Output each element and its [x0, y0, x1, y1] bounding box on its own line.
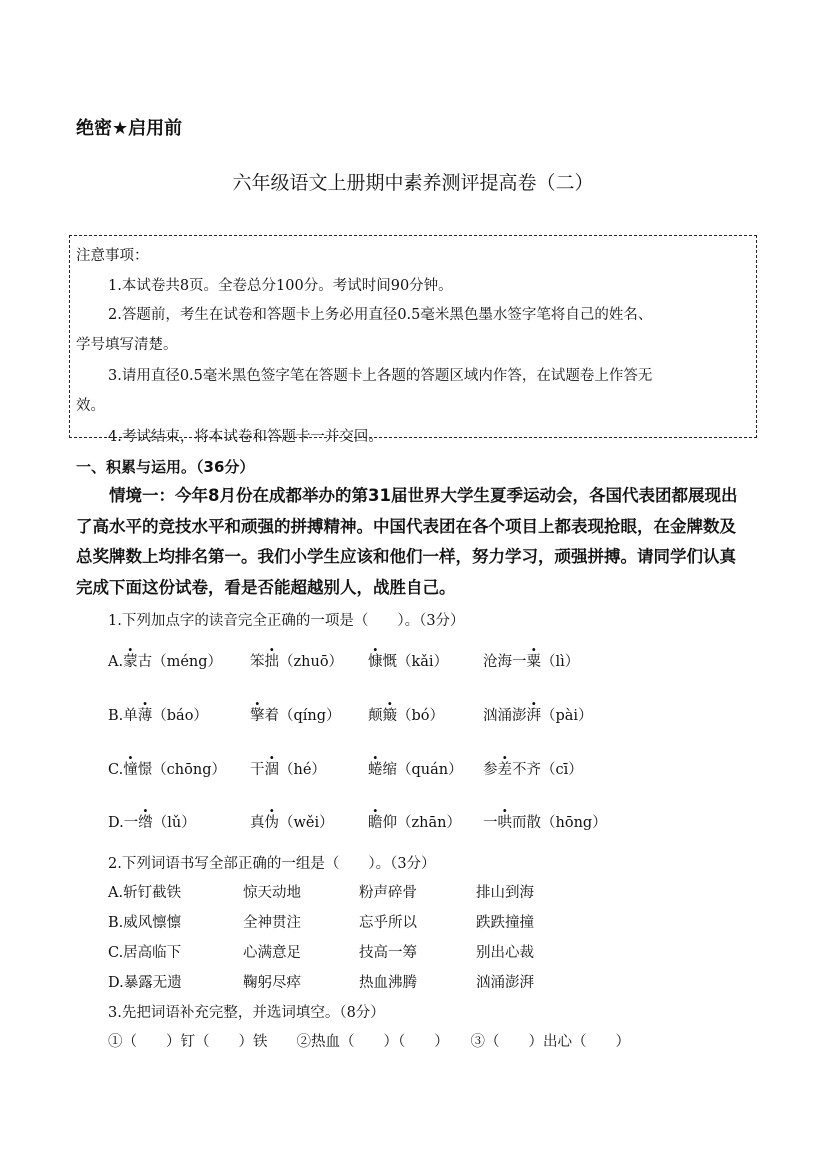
- word-suffix-pinyin: （lì）: [541, 654, 580, 670]
- word-prefix: 参: [483, 762, 498, 778]
- dotted-character: 薄: [137, 708, 153, 724]
- dotted-character: 慷: [368, 654, 383, 670]
- notice-item-4: 4.考试结束，将本试卷和答题卡一并交回。: [108, 429, 383, 445]
- notice-item-2: 2.答题前，考生在试卷和答题卡上务必用直径0.5毫米黑色墨水签字笔将自己的姓名、: [108, 307, 653, 323]
- word-prefix: 干: [250, 762, 265, 778]
- q2-row-3-word-4: 别出心裁: [476, 945, 534, 961]
- q1-option-a-word-4: [483, 650, 579, 671]
- q2-row-1-word-1: A.斩钉截铁: [108, 885, 182, 901]
- q1-option-b-word-1: [108, 704, 208, 725]
- q2-row-3-word-1: C.居高临下: [108, 945, 182, 961]
- word-suffix-pinyin: 缩（quán）: [382, 762, 463, 778]
- dotted-character: 瞻: [368, 815, 383, 831]
- q2-row-4-word-1: D.暴露无遗: [108, 975, 182, 991]
- word-suffix-pinyin: （wěi）: [279, 815, 334, 831]
- word-suffix-pinyin: 着（qíng）: [264, 708, 341, 724]
- q1-option-d-word-2: [250, 811, 334, 832]
- q1-option-a-word-3: [368, 650, 448, 671]
- word-suffix-pinyin: 慨（kǎi）: [382, 654, 449, 670]
- dotted-character: 伪: [264, 815, 279, 831]
- notice-item-1: 1.本试卷共8页。全卷总分100分。考试时间90分钟。: [108, 278, 453, 294]
- question-3-fill-blanks: ①（ ）钉（ ）铁 ②热血（ ）（ ） ③（ ）出心（ ）: [108, 1034, 630, 1050]
- q1-option-c-word-2: [250, 758, 326, 779]
- notice-item-3: 3.请用直径0.5毫米黑色签字笔在答题卡上各题的答题区域内作答，在试题卷上作答无: [108, 368, 653, 384]
- option-letter: B.: [108, 708, 124, 724]
- question-2-stem: 2.下列词语书写全部正确的一组是（ ）。（3分）: [108, 856, 436, 872]
- q2-row-3-word-3: 技高一筹: [359, 945, 417, 961]
- dotted-character: 蒙: [123, 654, 138, 670]
- scenario-paragraph: 情境一：今年8月份在成都举办的第31届世界大学生夏季运动会，各国代表团都展现出了高水平的竞技水平和顽强的拼搏精神。中国代表团在各个项目上都表现抢眼，在金牌数及总奖牌数上均排名第一。我们小学生应该和他们一样，努力学习，顽强拼搏。请同学们认真完成下面这份试卷，看是否能超越别人，战胜自己。: [76, 486, 738, 597]
- word-suffix-pinyin: 古（méng）: [137, 654, 223, 670]
- dotted-character: 擎: [250, 708, 265, 724]
- word-prefix: 笨: [250, 654, 265, 670]
- notice-item-2-cont: 学号填写清楚。: [76, 337, 178, 353]
- q1-option-c-word-4: [483, 758, 583, 779]
- word-prefix: 一: [483, 815, 498, 831]
- option-letter: C.: [108, 762, 124, 778]
- dotted-character: 粟: [526, 654, 541, 670]
- dotted-character: 簸: [382, 708, 397, 724]
- word-prefix: 颠: [368, 708, 383, 724]
- word-prefix: 一: [123, 815, 139, 831]
- exam-title: 六年级语文上册期中素养测评提高卷（二）: [232, 172, 594, 194]
- notice-heading: 注意事项：: [76, 248, 149, 264]
- notice-item-3-cont: 效。: [76, 398, 105, 414]
- dotted-character: 湃: [526, 708, 541, 724]
- word-suffix-pinyin: （bó）: [397, 708, 445, 724]
- word-suffix-pinyin: 憬（chōng）: [137, 762, 226, 778]
- q1-option-d-word-1: [108, 811, 196, 832]
- q2-row-4-word-2: 鞠躬尽瘁: [243, 975, 301, 991]
- q1-option-a-word-1: [108, 650, 222, 671]
- confidential-label: 绝密★启用前: [76, 118, 183, 139]
- q1-option-c-word-3: [368, 758, 463, 779]
- section-heading: 一、积累与运用。（36分）: [76, 458, 255, 476]
- word-prefix: 真: [250, 815, 265, 831]
- question-3-stem: 3.先把词语补充完整，并选词填空。（8分）: [108, 1005, 385, 1021]
- word-suffix-pinyin: （lǔ）: [152, 815, 196, 831]
- q2-row-4-word-3: 热血沸腾: [359, 975, 417, 991]
- word-prefix: 汹涌澎: [483, 708, 527, 724]
- word-suffix-pinyin: 不齐（cī）: [512, 762, 583, 778]
- q1-option-d-word-3: [368, 811, 461, 832]
- q1-option-b-word-3: [368, 704, 444, 725]
- q2-row-4-word-4: 汹涌澎湃: [476, 975, 534, 991]
- question-1-stem: 1.下列加点字的读音完全正确的一项是（ ）。（3分）: [108, 613, 465, 629]
- word-suffix-pinyin: （báo）: [152, 708, 208, 724]
- dotted-character: 蜷: [368, 762, 383, 778]
- q2-row-2-word-1: B.威风懔懔: [108, 915, 182, 931]
- q2-row-1-word-3: 粉声碎骨: [359, 885, 417, 901]
- q1-option-a-word-2: [250, 650, 343, 671]
- q2-row-2-word-2: 全神贯注: [243, 915, 301, 931]
- q1-option-d-word-4: [483, 811, 607, 832]
- dotted-character: 哄: [497, 815, 512, 831]
- option-letter: D.: [108, 815, 124, 831]
- word-prefix: 沧海一: [483, 654, 527, 670]
- word-suffix-pinyin: 仰（zhān）: [382, 815, 461, 831]
- word-suffix-pinyin: （zhuō）: [279, 654, 344, 670]
- q2-row-1-word-4: 排山到海: [476, 885, 534, 901]
- dotted-character: 绺: [138, 815, 153, 831]
- q2-row-1-word-2: 惊天动地: [243, 885, 301, 901]
- q2-row-3-word-2: 心满意足: [243, 945, 301, 961]
- q2-row-2-word-4: 跌跌撞撞: [476, 915, 534, 931]
- word-prefix: 单: [123, 708, 138, 724]
- q2-row-2-word-3: 忘乎所以: [359, 915, 417, 931]
- dotted-character: 拙: [264, 654, 279, 670]
- q1-option-b-word-2: [250, 704, 341, 725]
- dotted-character: 涸: [264, 762, 279, 778]
- word-suffix-pinyin: （hé）: [279, 762, 326, 778]
- word-suffix-pinyin: （pài）: [541, 708, 593, 724]
- q1-option-b-word-4: [483, 704, 593, 725]
- dotted-character: 憧: [123, 762, 138, 778]
- q1-option-c-word-1: [108, 758, 226, 779]
- word-suffix-pinyin: 而散（hōng）: [512, 815, 607, 831]
- option-letter: A.: [108, 654, 124, 670]
- dotted-character: 差: [497, 762, 512, 778]
